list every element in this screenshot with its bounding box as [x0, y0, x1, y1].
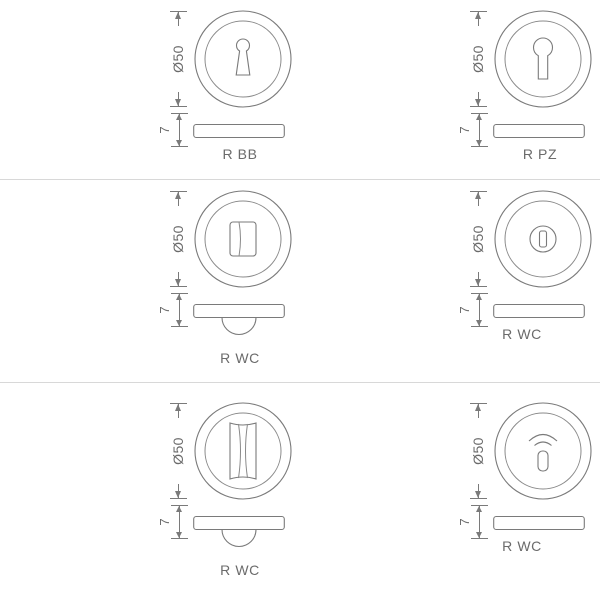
flat-plate-profile-icon [193, 120, 285, 142]
item-r-wc-knob[interactable] [0, 185, 300, 370]
thickness-label: 7 [157, 115, 173, 145]
thickness-dimension [457, 113, 494, 147]
item-caption: R WC [220, 562, 260, 578]
flat-plate-profile-icon [493, 120, 585, 142]
wc-emergency-release-icon [493, 401, 593, 501]
diameter-dimension [462, 191, 496, 287]
thickness-label: 7 [457, 507, 473, 537]
thickness-dimension [157, 505, 194, 539]
thickness-label: 7 [457, 115, 473, 145]
diameter-dimension [462, 403, 496, 499]
keyhole-bb-icon [193, 9, 293, 109]
thickness-label: 7 [457, 295, 473, 325]
diameter-dimension [162, 403, 196, 499]
diameter-dimension [162, 191, 196, 287]
thickness-dimension [157, 113, 194, 147]
wc-coin-slot-icon [493, 189, 593, 289]
item-caption: R WC [502, 538, 542, 554]
plate-with-knob-profile-icon [193, 300, 285, 346]
thickness-dimension [457, 293, 494, 327]
item-r-wc-indicator[interactable] [300, 388, 600, 573]
diameter-label: Ø50 [169, 26, 187, 92]
item-caption: R BB [222, 146, 258, 162]
item-r-wc-slot[interactable] [300, 185, 600, 370]
item-r-bb[interactable] [0, 0, 300, 185]
wc-turn-knob-icon [193, 189, 293, 289]
thickness-dimension [157, 293, 194, 327]
diameter-label: Ø50 [169, 206, 187, 272]
diameter-label: Ø50 [169, 418, 187, 484]
item-caption: R PZ [522, 146, 558, 162]
thickness-label: 7 [157, 295, 173, 325]
item-r-pz[interactable] [300, 0, 600, 185]
thickness-label: 7 [157, 507, 173, 537]
thickness-dimension [457, 505, 494, 539]
flat-plate-profile-icon [493, 300, 585, 322]
diameter-label: Ø50 [469, 26, 487, 92]
row-divider-2 [0, 382, 600, 383]
item-caption: R WC [220, 350, 260, 366]
euro-profile-cylinder-icon [493, 9, 593, 109]
plate-with-knob-profile-icon [193, 512, 285, 558]
wc-lever-knob-icon [193, 401, 293, 501]
diameter-dimension [462, 11, 496, 107]
item-caption: R WC [502, 326, 542, 342]
diameter-label: Ø50 [469, 206, 487, 272]
diameter-dimension [162, 11, 196, 107]
item-r-wc-lever[interactable] [0, 388, 300, 578]
diameter-label: Ø50 [469, 418, 487, 484]
flat-plate-profile-icon [493, 512, 585, 534]
